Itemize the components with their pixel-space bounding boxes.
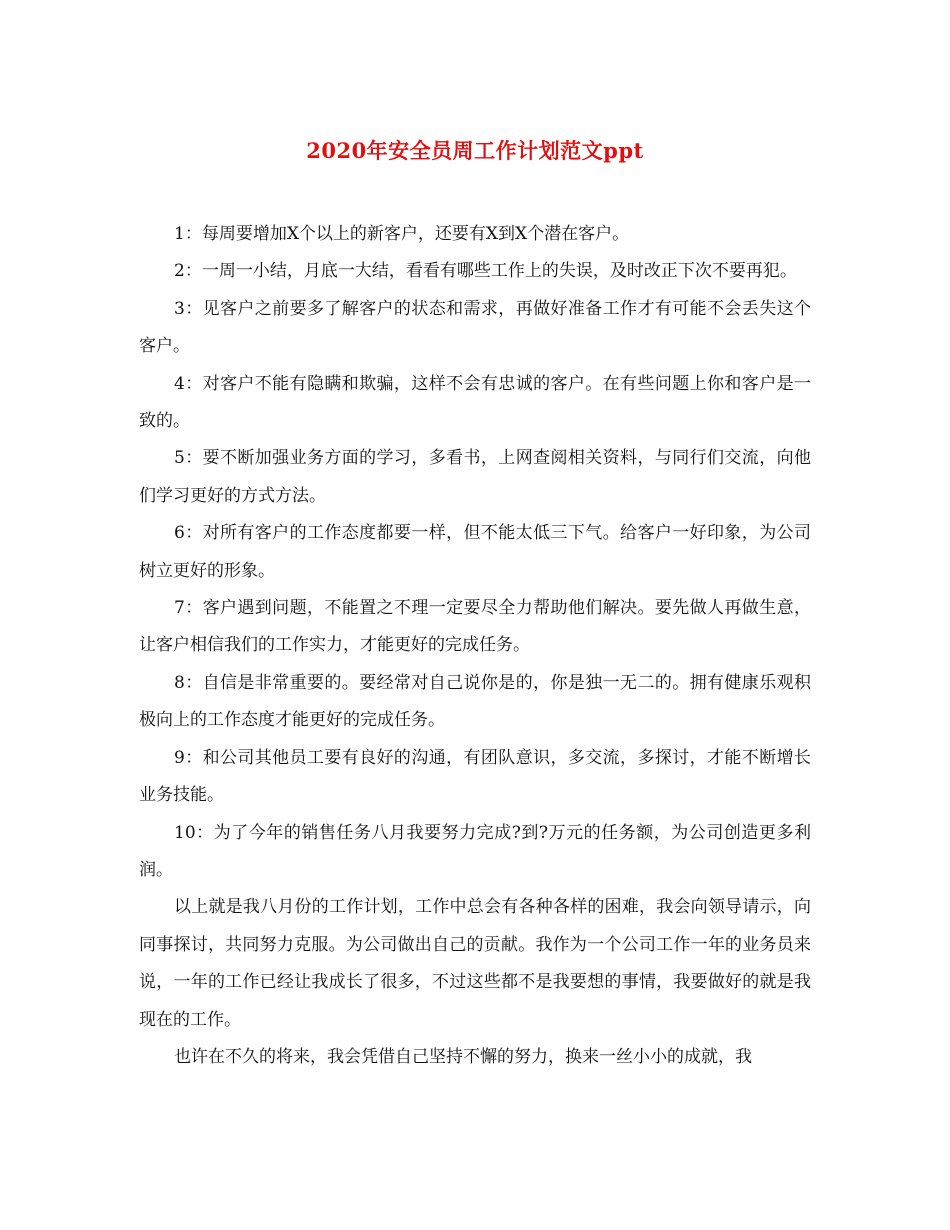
paragraph-1: 1：每周要增加X个以上的新客户，还要有X到X个潜在客户。 (174, 224, 630, 244)
paragraph-summary: 以上就是我八月份的工作计划，工作中总会有各种各样的困难，我会向领导请示，向同事探讨，共同努力克服。为公司做出自己的贡献。我作为一个公司工作一年的业务员来说，一年的工作已经让我成长了很多，不过这些都不是我要想的事情，我要做好的就是我现在的工作。 (139, 897, 811, 1030)
document-title: 2020年安全员周工作计划范文ppt (306, 138, 644, 163)
document-body (139, 216, 811, 1076)
paragraph-3: 3：见客户之前要多了解客户的状态和需求，再做好准备工作才有可能不会丢失这个客户。 (139, 298, 811, 357)
paragraph-4: 4：对客户不能有隐瞒和欺骗，这样不会有忠诚的客户。在有些问题上你和客户是一致的。 (139, 373, 811, 432)
paragraph-9: 9：和公司其他员工要有良好的沟通，有团队意识，多交流，多探讨，才能不断增长业务技能。 (139, 747, 811, 806)
paragraph-2: 2：一周一小结，月底一大结，看看有哪些工作上的失误，及时改正下次不要再犯。 (174, 261, 797, 282)
paragraph-10: 10：为了今年的销售任务八月我要努力完成?到?万元的任务额，为公司创造更多利润。 (139, 822, 811, 880)
paragraph-6: 6：对所有客户的工作态度都要一样，但不能太低三下气。给客户一好印象，为公司树立更好的形象。 (139, 523, 811, 581)
paragraph-8: 8：自信是非常重要的。要经常对自己说你是的，你是独一无二的。拥有健康乐观积极向上的工作态度才能更好的完成任务。 (139, 672, 811, 731)
paragraph-5: 5：要不断加强业务方面的学习，多看书，上网查阅相关资料，与同行们交流，向他们学习更好的方式方法。 (139, 448, 811, 506)
paragraph-7: 7：客户遇到问题，不能置之不理一定要尽全力帮助他们解决。要先做人再做生意，让客户相信我们的工作实力，才能更好的完成任务。 (139, 598, 811, 656)
paragraph-closing: 也许在不久的将来，我会凭借自己坚持不懈的努力，换来一丝小小的成就，我 (174, 1046, 752, 1067)
